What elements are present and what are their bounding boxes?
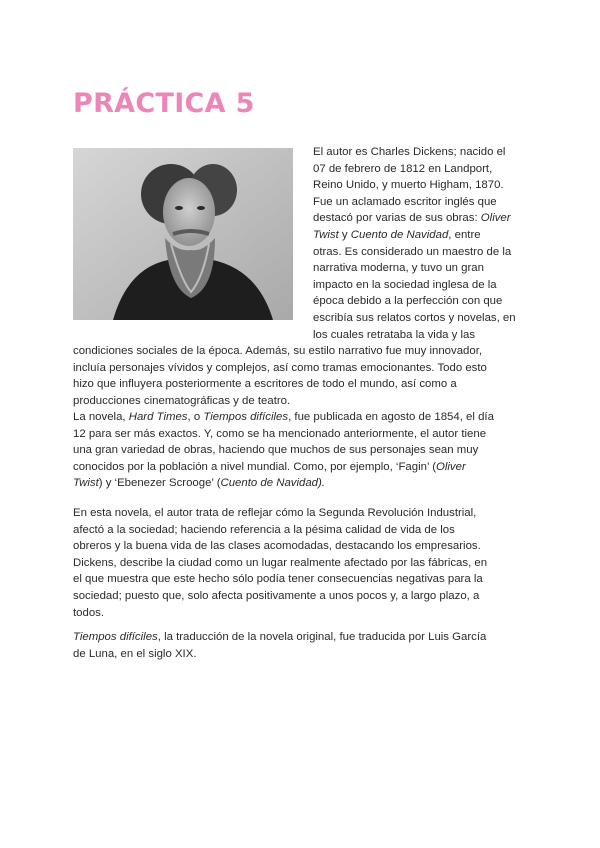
portrait-image	[73, 148, 293, 320]
intro-text: Fue un aclamado escritor inglés que	[313, 195, 497, 208]
paragraph-4-text: de Luna, en el siglo XIX.	[73, 647, 197, 660]
intro-text: El autor es Charles Dickens; nacido el	[313, 146, 506, 158]
paragraph-1-text: hizo que influyera posteriormente a escritores de todo el mundo, así como a	[73, 378, 457, 391]
paragraph-2-line	[73, 442, 533, 459]
paragraph-1-line	[73, 343, 533, 360]
intro-text: impacto en la sociedad inglesa de la	[313, 278, 497, 291]
intro-line	[313, 277, 533, 294]
paragraph-3-text: Dickens, describe la ciudad como un lugar realmente afectado por las fábricas, en	[73, 556, 488, 569]
paragraph-1-line	[73, 376, 533, 393]
paragraph-2-text: La novela,	[73, 411, 129, 423]
intro-text: narrativa moderna, y tuvo un gran	[313, 262, 484, 275]
intro-line	[313, 310, 533, 327]
intro-line	[313, 293, 533, 310]
paragraph-2-text: Hard Times	[128, 411, 188, 423]
paragraph-3-line	[73, 522, 533, 539]
paragraph-2-text: Twist	[73, 477, 99, 490]
paragraph-3-line	[73, 588, 533, 605]
portrait-illustration	[73, 148, 293, 320]
paragraph-1-line	[73, 360, 533, 377]
intro-text: otras. Es considerado un maestro de la	[313, 245, 512, 258]
paragraph-4-line	[73, 646, 533, 663]
paragraph-1-text: incluía personajes vívidos y complejos, así como tramas emocionantes. Todo esto	[73, 361, 487, 374]
paragraph-4-text: Tiempos difíciles	[73, 631, 158, 643]
paragraph-3-line	[73, 605, 533, 622]
paragraph-4-text: , la traducción de la novela original, fue traducida por Luis García	[157, 631, 487, 643]
intro-text: 07 de febrero de 1812 en Landport,	[313, 162, 493, 175]
paragraph-2-line	[73, 459, 533, 476]
page-title: PRÁCTICA 5	[73, 88, 255, 119]
intro-line	[313, 161, 533, 178]
intro-text: Twist	[313, 229, 339, 241]
paragraph-1-line	[73, 393, 533, 410]
intro-text: Cuento de Navidad	[350, 229, 449, 241]
paragraph-2-text: una gran variedad de obras, haciendo que muchos de sus personajes sean muy	[73, 444, 479, 457]
paragraph-3-text: el que muestra que este hecho sólo podía tener consecuencias negativas para la	[73, 573, 483, 586]
intro-text: destacó por varias de sus obras:	[313, 212, 481, 225]
paragraph-3-text: obreros y la buena vida de las clases acomodadas, destacando los empresarios.	[73, 540, 481, 553]
paragraph-2-line	[73, 475, 533, 492]
paragraph-3-text: afectó a la sociedad; haciendo referencia a la pésima calidad de vida de los	[73, 523, 455, 536]
intro-line	[313, 327, 533, 344]
paragraph-3-line	[73, 505, 533, 522]
paragraph-2-text: 12 para ser más exactos. Y, como se ha mencionado anteriormente, el autor tiene	[73, 427, 487, 440]
intro-text: época debido a la perfección con que	[313, 295, 503, 308]
paragraph-3-text: sociedad; puesto que, solo afecta positivamente a unos pocos y, a largo plazo, a	[73, 590, 480, 602]
intro-line	[313, 144, 533, 161]
paragraph-3-line	[73, 538, 533, 555]
paragraph-1-text: producciones cinematográficas y de teatro.	[73, 395, 291, 407]
paragraph-2-text: , fue publicada en agosto de 1854, el día	[288, 411, 494, 423]
intro-line	[313, 177, 533, 194]
intro-line	[313, 210, 533, 227]
paragraph-3-line	[73, 571, 533, 588]
paragraph-2-line	[73, 409, 533, 426]
paragraph-2-line	[73, 426, 533, 443]
paragraph-2-text: Oliver	[436, 460, 466, 473]
intro-line	[313, 260, 533, 277]
paragraph-3-line	[73, 555, 533, 572]
intro-text: escribía sus relatos cortos y novelas, en	[313, 312, 516, 324]
intro-text: los cuales retrataba la vida y las	[313, 328, 476, 341]
intro-text: , entre	[448, 229, 481, 241]
paragraph-1-text: condiciones sociales de la época. Además, su estilo narrativo fue muy innovador,	[73, 345, 483, 358]
paragraph-2-text: Cuento de Navidad).	[220, 477, 325, 490]
paragraph-2-text: conocidos por la población a nivel mundial. Como, por ejemplo, ‘Fagin’ (	[73, 460, 437, 473]
paragraph-2-text: Tiempos difíciles	[203, 411, 289, 423]
paragraph-3-text: En esta novela, el autor trata de reflejar cómo la Segunda Revolución Industrial,	[73, 507, 477, 519]
intro-line	[313, 244, 533, 261]
intro-line	[313, 227, 533, 244]
intro-text: y	[338, 229, 351, 241]
intro-line	[313, 194, 533, 211]
intro-text: Reino Unido, y muerto Higham, 1870.	[313, 179, 504, 192]
paragraph-4-line	[73, 629, 533, 646]
paragraph-2-text: , o	[187, 411, 204, 423]
intro-text: Oliver	[480, 212, 511, 225]
paragraph-2-text: ) y ‘Ebenezer Scrooge’ (	[98, 477, 221, 490]
paragraph-3-text: todos.	[73, 606, 105, 619]
